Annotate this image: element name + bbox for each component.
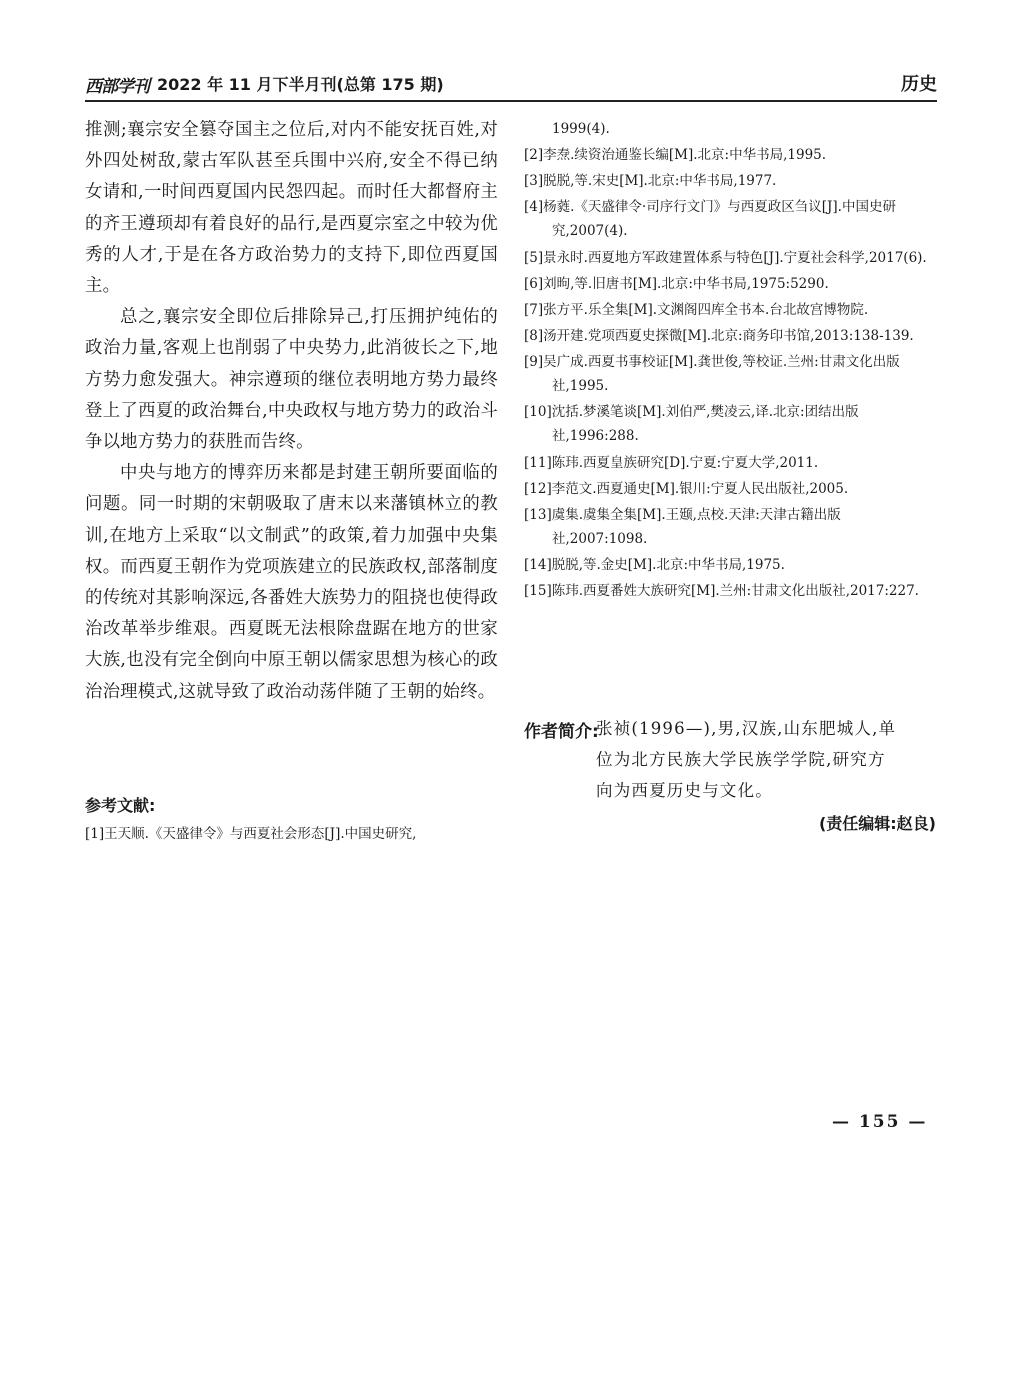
- reference-item: [3]脱脱,等.宋史[M].北京:中华书局,1977.: [524, 173, 777, 190]
- reference-item: [9]吴广成.西夏书事校证[M].龚世俊,等校证.兰州:甘肃文化出版社,1995.: [524, 353, 900, 395]
- reference-item: [14]脱脱,等.金史[M].北京:中华书局,1975.: [524, 557, 785, 574]
- right-column-references: [524, 117, 936, 605]
- reference-item: [10]沈括.梦溪笔谈[M].刘伯严,樊凌云,译.北京:团结出版社,1996:288.: [524, 404, 859, 445]
- page-number: — 155 —: [832, 1112, 928, 1132]
- author-bio-line: 位为北方民族大学民族学学院,研究方: [596, 750, 886, 769]
- reference-item: [13]虞集.虞集全集[M].王颋,点校.天津:天津古籍出版社,2007:1098.: [524, 506, 841, 547]
- issue-info: 2022 年 11 月下半月刊(总第 175 期): [157, 75, 444, 94]
- reference-item-1: [1]王天顺.《天盛律令》与西夏社会形态[J].中国史研究,: [85, 826, 417, 842]
- reference-item: [15]陈玮.西夏番姓大族研究[M].兰州:甘肃文化出版社,2017:227.: [524, 583, 919, 600]
- author-bio-label: 作者简介:: [524, 722, 599, 742]
- body-paragraph: 中央与地方的博弈历来都是封建王朝所要面临的问题。同一时期的宋朝吸取了唐末以来藩镇林立的教训,在地方上采取“以文制武”的政策,着力加强中央集权。而西夏王朝作为党项族建立的民族政权,部落制度的传统对其影响深远,各番姓大族势力的阻挠也使得政治改革举步维艰。西夏既无法根除盘踞在地方的世家大族,也没有完全倒向中原王朝以儒家思想为核心的政治治理模式,这就导致了政治动荡伴随了王朝的始终。: [85, 463, 498, 702]
- reference-item: [6]刘昫,等.旧唐书[M].北京:中华书局,1975:5290.: [524, 275, 829, 292]
- references-title: 参考文献:: [85, 796, 156, 815]
- reference-item: [8]汤开建.党项西夏史探微[M].北京:商务印书馆,2013:138-139.: [524, 327, 914, 344]
- section-title: 历史: [901, 74, 937, 95]
- author-bio: [524, 714, 938, 807]
- author-bio-line: 向为西夏历史与文化。: [596, 781, 773, 800]
- reference-item: [12]李范文.西夏通史[M].银川:宁夏人民出版社,2005.: [524, 480, 849, 497]
- author-bio-line: 张祯(1996—),男,汉族,山东肥城人,单: [596, 719, 897, 738]
- reference-item: [11]陈玮.西夏皇族研究[D].宁夏:宁夏大学,2011.: [524, 454, 819, 471]
- reference-item: [4]杨蕤.《天盛律令·司序行文门》与西夏政区刍议[J].中国史研究,2007(4).: [524, 199, 896, 240]
- reference-item: [2]李焘.续资治通鉴长编[M].北京:中华书局,1995.: [524, 147, 827, 164]
- journal-logo: 西部学刊: [85, 77, 149, 97]
- body-paragraph: 总之,襄宗安全即位后排除异己,打压拥护纯佑的政治力量,客观上也削弱了中央势力,此消彼长之下,地方势力愈发强大。神宗遵顼的继位表明地方势力最终登上了西夏的政治舞台,中央政权与地方势力的政治斗争以地方势力的获胜而告终。: [85, 307, 498, 453]
- body-paragraph: 推测;襄宗安全篡夺国主之位后,对内不能安抚百姓,对外四处树敌,蒙古军队甚至兵围中兴府,安全不得已纳女请和,一时间西夏国内民怨四起。而时任大都督府主的齐王遵顼却有着良好的品行,是西夏宗室之中较为优秀的人才,于是在各方政治势力的支持下,即位西夏国主。: [85, 120, 498, 297]
- running-header: [85, 70, 937, 96]
- left-column: [85, 115, 498, 708]
- reference-item: [7]张方平.乐全集[M].文渊阁四库全书本.台北故宫博物院.: [524, 301, 869, 318]
- reference-item-1-continued: 1999(4).: [552, 121, 610, 137]
- reference-item: [5]景永时.西夏地方军政建置体系与特色[J].宁夏社会科学,2017(6).: [524, 249, 927, 266]
- header-rule: [85, 100, 937, 102]
- responsible-editor: (责任编辑:赵良): [818, 814, 936, 833]
